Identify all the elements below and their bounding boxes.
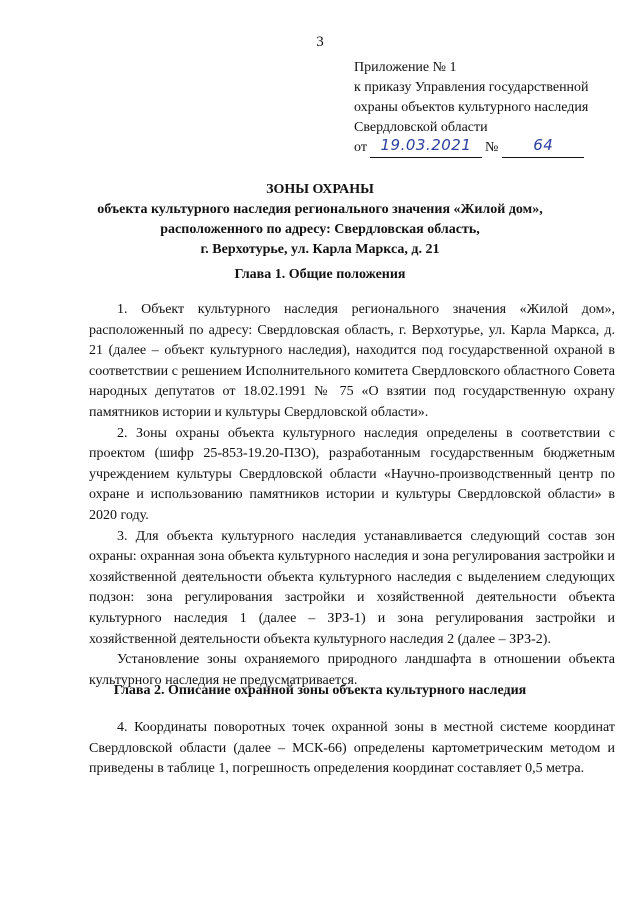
title-line-2: объекта культурного наследия регионального значения «Жилой дом»,: [97, 202, 543, 217]
number-label: №: [484, 140, 499, 155]
page-number: 3: [316, 34, 324, 50]
appendix-line-3: охраны объектов культурного наследия: [354, 100, 589, 115]
chapter-1-heading: Глава 1. Общие положения: [234, 267, 406, 282]
title-line-3: расположенного по адресу: Свердловская область,: [160, 222, 480, 237]
date-field: [370, 136, 482, 158]
order-date-number-line: [354, 138, 624, 158]
paragraph-1: 1. Объект культурного наследия регионального значения «Жилой дом», расположенный по адресу: Свердловская область, г. Верхотурье, ул. Карла Маркса, д. 21 (далее – объект культурного наследия), находится под государственной охраной в соответствии с решением Исполнительного комитета Свердловского областного Совета народных депутатов от 18.02.1991 № 75 «О взятии под государственную охрану памятников истории и культуры Свердловской области».: [89, 302, 615, 420]
paragraph-4: 4. Координаты поворотных точек охранной зоны в местной системе координат Свердловской области (далее – МСК-66) определены картометрическим методом и приведены в таблице 1, погрешность определения координат составляет 0,5 метра.: [89, 720, 615, 777]
appendix-line-4: Свердловской области: [354, 120, 488, 135]
from-label: от: [354, 140, 367, 155]
paragraph-landscape-note: Установление зоны охраняемого природного ландшафта в отношении объекта культурного наследия не предусматривается.: [89, 652, 615, 688]
paragraph-2: 2. Зоны охраны объекта культурного наследия определены в соответствии с проектом (шифр 25-853-19.20-ПЗО), разработанным государственным бюджетным учреждением культуры Свердловской области «Научно-производственный центр по охране и использованию памятников истории и культуры Свердловской области» в 2020 году.: [89, 425, 615, 523]
handwritten-date: 19.03.2021: [380, 136, 472, 154]
appendix-line-2: к приказу Управления государственной: [354, 80, 589, 95]
chapter-1-body: [89, 300, 615, 691]
handwritten-number: 64: [533, 136, 554, 154]
chapter-2-heading: Глава 2. Описание охранной зоны объекта культурного наследия: [113, 683, 527, 698]
number-field: [502, 136, 584, 158]
paragraph-3: 3. Для объекта культурного наследия устанавливается следующий состав зон охраны: охранная зона объекта культурного наследия и зона регулирования застройки и хозяйственной деятельности объекта культурного наследия с выделением следующих подзон: зона регулирования застройки и хозяйственной деятельности объекта культурного наследия 1 (далее – ЗРЗ-1) и зона регулирования застройки и хозяйственной деятельности объекта культурного наследия 2 (далее – ЗРЗ-2).: [89, 528, 615, 647]
chapter-2-body: [89, 718, 615, 780]
appendix-header: [354, 58, 624, 158]
title-line-1: ЗОНЫ ОХРАНЫ: [266, 182, 374, 197]
appendix-line-1: Приложение № 1: [354, 60, 457, 75]
title-line-4: г. Верхотурье, ул. Карла Маркса, д. 21: [200, 242, 440, 257]
document-title: [0, 180, 640, 260]
